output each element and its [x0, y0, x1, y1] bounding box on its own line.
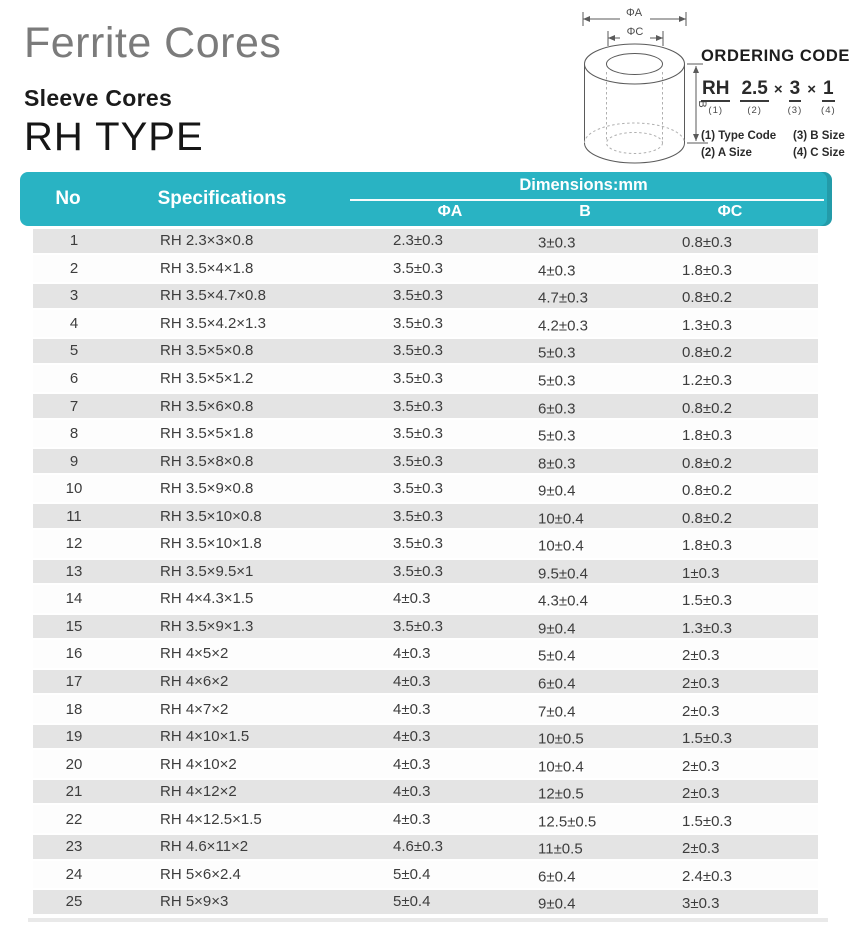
cell-phi-c: 1.8±0.3 — [682, 427, 732, 445]
table-row — [33, 530, 818, 558]
code-part-index: (4) — [821, 104, 836, 116]
code-part-text: RH — [701, 79, 730, 102]
cell-b: 7±0.4 — [538, 703, 576, 721]
cell-phi-a: 4.6±0.3 — [393, 838, 443, 856]
cell-spec: RH 3.5×8×0.8 — [160, 452, 254, 470]
column-header-phi-a: ΦA — [437, 203, 463, 220]
cell-no: 10 — [65, 480, 83, 498]
cell-phi-c: 0.8±0.3 — [682, 234, 732, 252]
cell-phi-a: 4±0.3 — [393, 673, 431, 691]
cell-phi-a: 3.5±0.3 — [393, 507, 443, 525]
cell-phi-c: 2±0.3 — [682, 840, 720, 858]
cell-spec: RH 3.5×5×1.2 — [160, 370, 254, 387]
cell-spec: RH 4×12×2 — [160, 783, 237, 801]
table-row — [33, 805, 818, 833]
cell-phi-a: 3.5±0.3 — [393, 617, 443, 635]
cell-phi-a: 3.5±0.3 — [393, 397, 443, 415]
cell-b: 9±0.4 — [538, 620, 576, 638]
cell-no: 7 — [69, 397, 79, 415]
multiply-sign: × — [807, 81, 817, 98]
page-subtitle: Sleeve Cores — [24, 85, 173, 112]
dim-phi-a-label: ΦA — [625, 7, 643, 19]
table-row — [33, 833, 818, 861]
code-part-a — [740, 79, 768, 116]
cell-b: 8±0.3 — [538, 455, 576, 473]
cell-spec: RH 4×12.5×1.5 — [160, 810, 262, 828]
table-row — [33, 888, 818, 916]
dim-phi-c-label: ΦC — [626, 26, 644, 38]
cell-spec: RH 3.5×10×0.8 — [160, 507, 262, 525]
cell-b: 4.2±0.3 — [538, 317, 588, 335]
cell-phi-a: 4±0.3 — [393, 755, 431, 773]
cell-phi-c: 1.5±0.3 — [682, 730, 732, 748]
cell-phi-c: 2±0.3 — [682, 675, 720, 693]
cell-no: 21 — [65, 783, 83, 801]
cell-no: 18 — [65, 700, 83, 718]
cell-phi-a: 3.5±0.3 — [393, 342, 443, 360]
cell-phi-c: 0.8±0.2 — [682, 509, 732, 527]
cell-no: 6 — [69, 370, 79, 387]
cell-no: 14 — [65, 590, 83, 608]
cell-phi-a: 2.3±0.3 — [393, 232, 443, 250]
cell-no: 9 — [69, 452, 79, 470]
column-header-dimensions-group — [345, 172, 832, 226]
cell-spec: RH 4×4.3×1.5 — [160, 590, 254, 608]
cell-b: 12.5±0.5 — [538, 813, 597, 831]
table-row — [33, 640, 818, 668]
column-header-b: B — [579, 203, 591, 220]
cell-b: 6±0.4 — [538, 868, 576, 886]
table-row — [33, 778, 818, 806]
table-row — [33, 475, 818, 503]
cell-b: 10±0.4 — [538, 537, 584, 555]
legend-item: (4) C Size — [793, 146, 845, 159]
cell-phi-a: 4±0.3 — [393, 728, 431, 746]
cell-spec: RH 2.3×3×0.8 — [160, 232, 254, 250]
ordering-code-example — [701, 79, 849, 116]
cell-b: 10±0.4 — [538, 510, 584, 528]
cell-spec: RH 3.5×5×1.8 — [160, 425, 254, 443]
cell-phi-a: 4±0.3 — [393, 700, 431, 718]
table-row — [33, 723, 818, 751]
ordering-code-title: ORDERING CODE — [701, 47, 850, 65]
cell-phi-a: 5±0.4 — [393, 865, 431, 883]
cell-phi-c: 1.3±0.3 — [682, 316, 732, 334]
cell-no: 2 — [69, 259, 79, 277]
dim-b-label: B — [696, 100, 708, 108]
table-row — [33, 695, 818, 723]
cell-b: 12±0.5 — [538, 785, 584, 803]
code-part-text: 1 — [822, 79, 835, 102]
cell-no: 17 — [65, 673, 83, 691]
cell-phi-c: 0.8±0.2 — [682, 399, 732, 417]
cell-spec: RH 3.5×9.5×1 — [160, 562, 254, 580]
cell-no: 3 — [69, 287, 79, 305]
cell-phi-a: 3.5±0.3 — [393, 314, 443, 332]
table-row — [33, 392, 818, 420]
code-part-b — [788, 79, 803, 116]
cell-phi-c: 2±0.3 — [682, 785, 720, 803]
cell-no: 22 — [65, 810, 83, 828]
cell-phi-a: 3.5±0.3 — [393, 259, 443, 277]
cell-spec: RH 3.5×9×0.8 — [160, 480, 254, 498]
cell-spec: RH 5×9×3 — [160, 893, 229, 911]
cell-spec: RH 3.5×9×1.3 — [160, 617, 254, 635]
cell-spec: RH 3.5×4.7×0.8 — [160, 287, 266, 305]
cell-phi-a: 4±0.3 — [393, 810, 431, 828]
cell-phi-a: 3.5±0.3 — [393, 562, 443, 580]
cell-phi-c: 1±0.3 — [682, 564, 720, 582]
cell-spec: RH 3.5×6×0.8 — [160, 397, 254, 415]
table-row — [33, 668, 818, 696]
cell-phi-c: 1.5±0.3 — [682, 812, 732, 830]
cell-phi-c: 2.4±0.3 — [682, 867, 732, 885]
cell-spec: RH 4×10×1.5 — [160, 728, 250, 746]
code-part-type — [701, 79, 730, 116]
cell-no: 13 — [65, 562, 83, 580]
cell-phi-a: 3.5±0.3 — [393, 425, 443, 443]
cell-phi-a: 3.5±0.3 — [393, 370, 443, 387]
cell-phi-c: 3±0.3 — [682, 895, 720, 913]
header-divider-line — [350, 199, 824, 201]
legend-item: (3) B Size — [793, 129, 845, 142]
legend-item: (1) Type Code — [701, 129, 777, 142]
cell-phi-a: 3.5±0.3 — [393, 535, 443, 553]
cell-b: 10±0.5 — [538, 730, 584, 748]
column-header-phi-c: ΦC — [717, 203, 743, 220]
code-part-c — [821, 79, 836, 116]
cell-b: 9±0.4 — [538, 482, 576, 500]
table-row — [33, 447, 818, 475]
cell-phi-c: 1.2±0.3 — [682, 372, 732, 389]
cell-phi-c: 1.5±0.3 — [682, 592, 732, 610]
cell-no: 5 — [69, 342, 79, 360]
code-part-index: (3) — [787, 104, 803, 116]
cell-b: 4.7±0.3 — [538, 289, 588, 307]
cell-no: 23 — [65, 838, 83, 856]
table-row — [33, 861, 818, 889]
table-row — [33, 420, 818, 448]
cell-spec: RH 4×6×2 — [160, 673, 229, 691]
table-footer-bar — [28, 918, 828, 922]
cylinder-drawing-icon — [558, 6, 710, 170]
page-title: Ferrite Cores — [24, 19, 282, 67]
code-part-text: 3 — [789, 79, 802, 102]
cell-phi-c: 0.8±0.2 — [682, 289, 732, 307]
legend-item: (2) A Size — [701, 146, 752, 159]
table-row — [33, 613, 818, 641]
cell-phi-a: 3.5±0.3 — [393, 480, 443, 498]
brand-header — [24, 20, 281, 158]
table-row — [33, 310, 818, 338]
cell-no: 16 — [65, 645, 83, 663]
cell-phi-c: 2±0.3 — [682, 647, 720, 665]
cell-phi-c: 0.8±0.2 — [682, 482, 732, 500]
cell-spec: RH 3.5×4×1.8 — [160, 259, 254, 277]
cell-phi-a: 4±0.3 — [393, 590, 431, 608]
cell-no: 25 — [65, 893, 83, 911]
cell-phi-a: 5±0.4 — [393, 893, 431, 911]
cell-spec: RH 5×6×2.4 — [160, 865, 241, 883]
cell-b: 5±0.3 — [538, 344, 576, 362]
cell-b: 9.5±0.4 — [538, 565, 588, 583]
cell-no: 19 — [65, 728, 83, 746]
cell-b: 6±0.4 — [538, 675, 576, 693]
cell-spec: RH 3.5×5×0.8 — [160, 342, 254, 360]
cell-no: 12 — [65, 535, 83, 553]
column-header-dimensions: Dimensions:mm — [519, 176, 648, 194]
cell-phi-c: 2±0.3 — [682, 757, 720, 775]
cell-no: 15 — [65, 617, 83, 635]
cell-phi-c: 0.8±0.2 — [682, 344, 732, 362]
cell-b: 3±0.3 — [538, 234, 576, 252]
cell-no: 8 — [69, 425, 79, 443]
multiply-sign: × — [773, 81, 783, 98]
cell-phi-c: 1.8±0.3 — [682, 537, 732, 555]
cell-spec: RH 3.5×4.2×1.3 — [160, 314, 266, 332]
cell-no: 1 — [69, 232, 79, 250]
cell-b: 5±0.3 — [538, 372, 576, 390]
core-diagram — [558, 6, 710, 170]
cell-b: 11±0.5 — [538, 840, 583, 858]
cell-no: 24 — [65, 865, 83, 883]
cell-b: 4±0.3 — [538, 262, 576, 280]
ordering-code-block — [701, 47, 849, 159]
table-header — [20, 172, 832, 226]
cell-spec: RH 4×10×2 — [160, 755, 237, 773]
table-row — [33, 337, 818, 365]
cell-spec: RH 4×5×2 — [160, 645, 229, 663]
code-part-index: (1) — [708, 104, 724, 116]
cell-phi-a: 4±0.3 — [393, 783, 431, 801]
table-row — [33, 282, 818, 310]
table-row — [33, 365, 818, 393]
cell-spec: RH 4×7×2 — [160, 700, 229, 718]
cell-b: 5±0.3 — [538, 427, 576, 445]
cell-no: 4 — [69, 314, 79, 332]
code-part-index: (2) — [747, 104, 762, 116]
table-row — [33, 502, 818, 530]
type-label: RH TYPE — [24, 115, 204, 160]
column-header-specifications: Specifications — [157, 188, 287, 209]
table-row — [33, 255, 818, 283]
cell-b: 4.3±0.4 — [538, 592, 588, 610]
cell-b: 5±0.4 — [538, 647, 576, 665]
cell-b: 10±0.4 — [538, 758, 584, 776]
cell-phi-c: 1.8±0.3 — [682, 261, 732, 279]
column-header-no: No — [55, 188, 81, 209]
cell-no: 20 — [65, 755, 83, 773]
cell-phi-c: 2±0.3 — [682, 702, 720, 720]
code-part-text: 2.5 — [740, 79, 768, 102]
table-row — [33, 585, 818, 613]
table-body — [33, 227, 818, 916]
table-row — [33, 227, 818, 255]
cell-phi-c: 1.3±0.3 — [682, 619, 732, 637]
table-row — [33, 750, 818, 778]
cell-phi-a: 4±0.3 — [393, 645, 431, 663]
table-row — [33, 558, 818, 586]
cell-phi-a: 3.5±0.3 — [393, 287, 443, 305]
ordering-code-legend — [701, 130, 849, 159]
cell-b: 9±0.4 — [538, 895, 576, 913]
cell-b: 6±0.3 — [538, 400, 576, 418]
cell-spec: RH 3.5×10×1.8 — [160, 535, 262, 553]
cell-no: 11 — [66, 507, 82, 525]
cell-phi-a: 3.5±0.3 — [393, 452, 443, 470]
cell-spec: RH 4.6×11×2 — [160, 838, 249, 856]
cell-phi-c: 0.8±0.2 — [682, 454, 732, 472]
